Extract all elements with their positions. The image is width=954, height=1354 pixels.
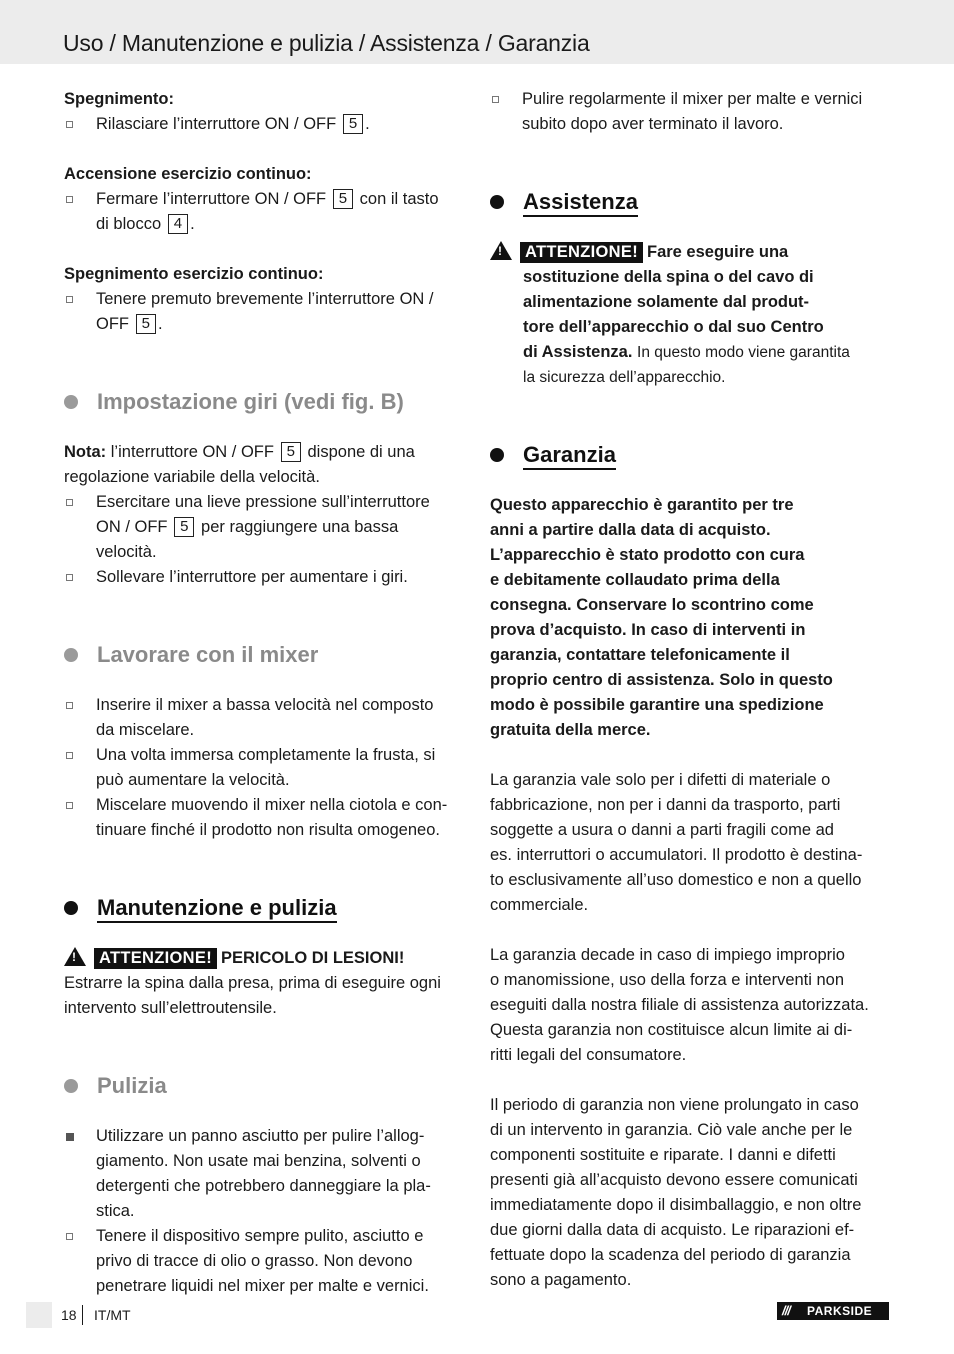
left-column: [64, 87, 464, 1299]
footer-divider: [82, 1305, 83, 1325]
checkbox-bullet-icon: [66, 802, 73, 809]
lavorare-heading: Lavorare con il mixer: [64, 640, 464, 670]
page-number: 18: [61, 1307, 77, 1323]
bullet-dot-icon: [64, 648, 78, 662]
manutenzione-text: Estrarre la spina dalla presa, prima di eseguire ogni intervento sull’elettroutensile.: [64, 974, 441, 1017]
list-item: Tenere il dispositivo sempre pulito, asciutto e privo di tracce di olio o grasso. Non devono penetrare liquidi nel mixer per malte e vernici.: [64, 1224, 464, 1299]
spegnimento-title: Spegnimento:: [64, 90, 174, 108]
impostazione-heading: Impostazione giri (vedi fig. B): [64, 387, 464, 417]
warning-triangle-icon: [64, 947, 86, 966]
list-item: Una volta immersa completamente la frusta, si può aumentare la velocità.: [64, 743, 464, 793]
page-header: [0, 0, 954, 64]
part-number-label: 5: [343, 114, 363, 134]
garanzia-paragraph-3: Il periodo di garanzia non viene prolungato in caso di un intervento in garanzia. Ciò vale anche per le componenti sostituite e riparate. I danni e difetti presenti già all’acquisto devono essere comunicati immediatamente dopo il disimballaggio, e non oltre due giorni dalla data di acquisto. Le riparazioni ef- fettuate dopo la scadenza del periodo di garanzia sono a pagamento.: [490, 1096, 862, 1289]
garanzia-heading: Garanzia: [490, 440, 892, 470]
part-number-label: 5: [174, 517, 194, 537]
bullet-dot-icon: [64, 395, 78, 409]
checkbox-bullet-icon: [66, 1233, 73, 1240]
list-item: Tenere premuto brevemente l’interruttore ON / OFF 5 .: [64, 287, 464, 337]
checkbox-bullet-icon: [66, 752, 73, 759]
list-item: Inserire il mixer a bassa velocità nel composto da miscelare.: [64, 693, 464, 743]
page-title: Uso / Manutenzione e pulizia / Assistenza / Garanzia: [63, 30, 590, 56]
checkbox-bullet-icon: [66, 121, 73, 128]
attention-badge: ATTENZIONE!: [520, 242, 643, 263]
checkbox-bullet-icon: [66, 499, 73, 506]
attention-badge: ATTENZIONE!: [94, 948, 217, 969]
list-item: Esercitare una lieve pressione sull’interruttore ON / OFF 5 per raggiungere una bassa velocità.: [64, 490, 464, 565]
logo-text: PARKSIDE: [807, 1304, 873, 1318]
part-number-label: 5: [281, 442, 301, 462]
garanzia-paragraph-2: La garanzia decade in caso di impiego improprio o manomissione, uso della forza e interventi non eseguiti dalla nostra filiale di assistenza autorizzata. Questa garanzia non costituisce alcun limite ai di- ritti legali del consumatore.: [490, 946, 869, 1064]
bullet-dot-icon: [64, 1079, 78, 1093]
part-number-label: 5: [136, 314, 156, 334]
right-column: [490, 87, 892, 1293]
checkbox-bullet-icon: [492, 96, 499, 103]
pulizia-heading: Pulizia: [64, 1071, 464, 1101]
list-item: Utilizzare un panno asciutto per pulire l’allog- giamento. Non usate mai benzina, solventi o detergenti che potrebbero danneggiare la pla- stica.: [64, 1124, 464, 1224]
assistenza-warning: !ATTENZIONE! Fare eseguire una: [490, 240, 892, 265]
spegnimento-continuo-title: Spegnimento esercizio continuo:: [64, 265, 324, 283]
accensione-title: Accensione esercizio continuo:: [64, 165, 312, 183]
checkbox-bullet-icon: [66, 702, 73, 709]
warning-triangle-icon: [490, 241, 512, 260]
list-item: Pulire regolarmente il mixer per malte e vernici subito dopo aver terminato il lavoro.: [490, 87, 892, 137]
footer-marker: [26, 1302, 52, 1328]
list-item: Miscelare muovendo il mixer nella ciotola e con- tinuare finché il prodotto non risulta omogeneo.: [64, 793, 464, 843]
garanzia-bold-paragraph: Questo apparecchio è garantito per tre anni a partire dalla data di acquisto. L’apparecchio è stato prodotto con cura e debitamente collaudato prima della consegna. Conservare lo scontrino come prova d’acquisto. In caso di interventi in garanzia, contattare telefonicamente il proprio centro di assistenza. Solo in questo modo è possibile garantire una spedizione gratuita della merce.: [490, 496, 833, 739]
bullet-dot-icon: [64, 901, 78, 915]
warning-line: !ATTENZIONE! PERICOLO DI LESIONI!: [64, 946, 464, 971]
part-number-label: 4: [168, 214, 188, 234]
checkbox-bullet-icon: [66, 196, 73, 203]
locale-label: IT/MT: [94, 1307, 131, 1323]
logo-stripes-icon: ///: [782, 1303, 790, 1318]
manutenzione-heading: Manutenzione e pulizia: [64, 893, 464, 923]
nota-paragraph: Nota: l’interruttore ON / OFF 5 dispone di una regolazione variabile della velocità.: [64, 443, 415, 486]
garanzia-paragraph-1: La garanzia vale solo per i difetti di materiale o fabbricazione, non per i danni da trasporto, parti soggette a usura o danni a parti fragili come ad es. interruttori o accumulatori. Il prodotto è destina- to esclusivamente all’uso domestico e non a quello commerciale.: [490, 771, 863, 914]
part-number-label: 5: [333, 189, 353, 209]
list-item: Sollevare l’interruttore per aumentare i giri.: [64, 565, 464, 590]
assistenza-heading: Assistenza: [490, 187, 892, 217]
square-bullet-icon: [66, 1133, 74, 1141]
parkside-logo: [777, 1302, 889, 1320]
checkbox-bullet-icon: [66, 296, 73, 303]
assistenza-text: sostituzione della spina o del cavo di alimentazione solamente dal produt- tore dell’apparecchio o dal suo Centro di Assistenza. In questo modo viene garantita la sicurezza dell’apparecchio.: [523, 268, 850, 386]
list-item: Rilasciare l’interruttore ON / OFF 5 .: [64, 112, 464, 137]
checkbox-bullet-icon: [66, 574, 73, 581]
list-item: Fermare l’interruttore ON / OFF 5 con il tasto di blocco 4 .: [64, 187, 464, 237]
bullet-dot-icon: [490, 448, 504, 462]
bullet-dot-icon: [490, 195, 504, 209]
